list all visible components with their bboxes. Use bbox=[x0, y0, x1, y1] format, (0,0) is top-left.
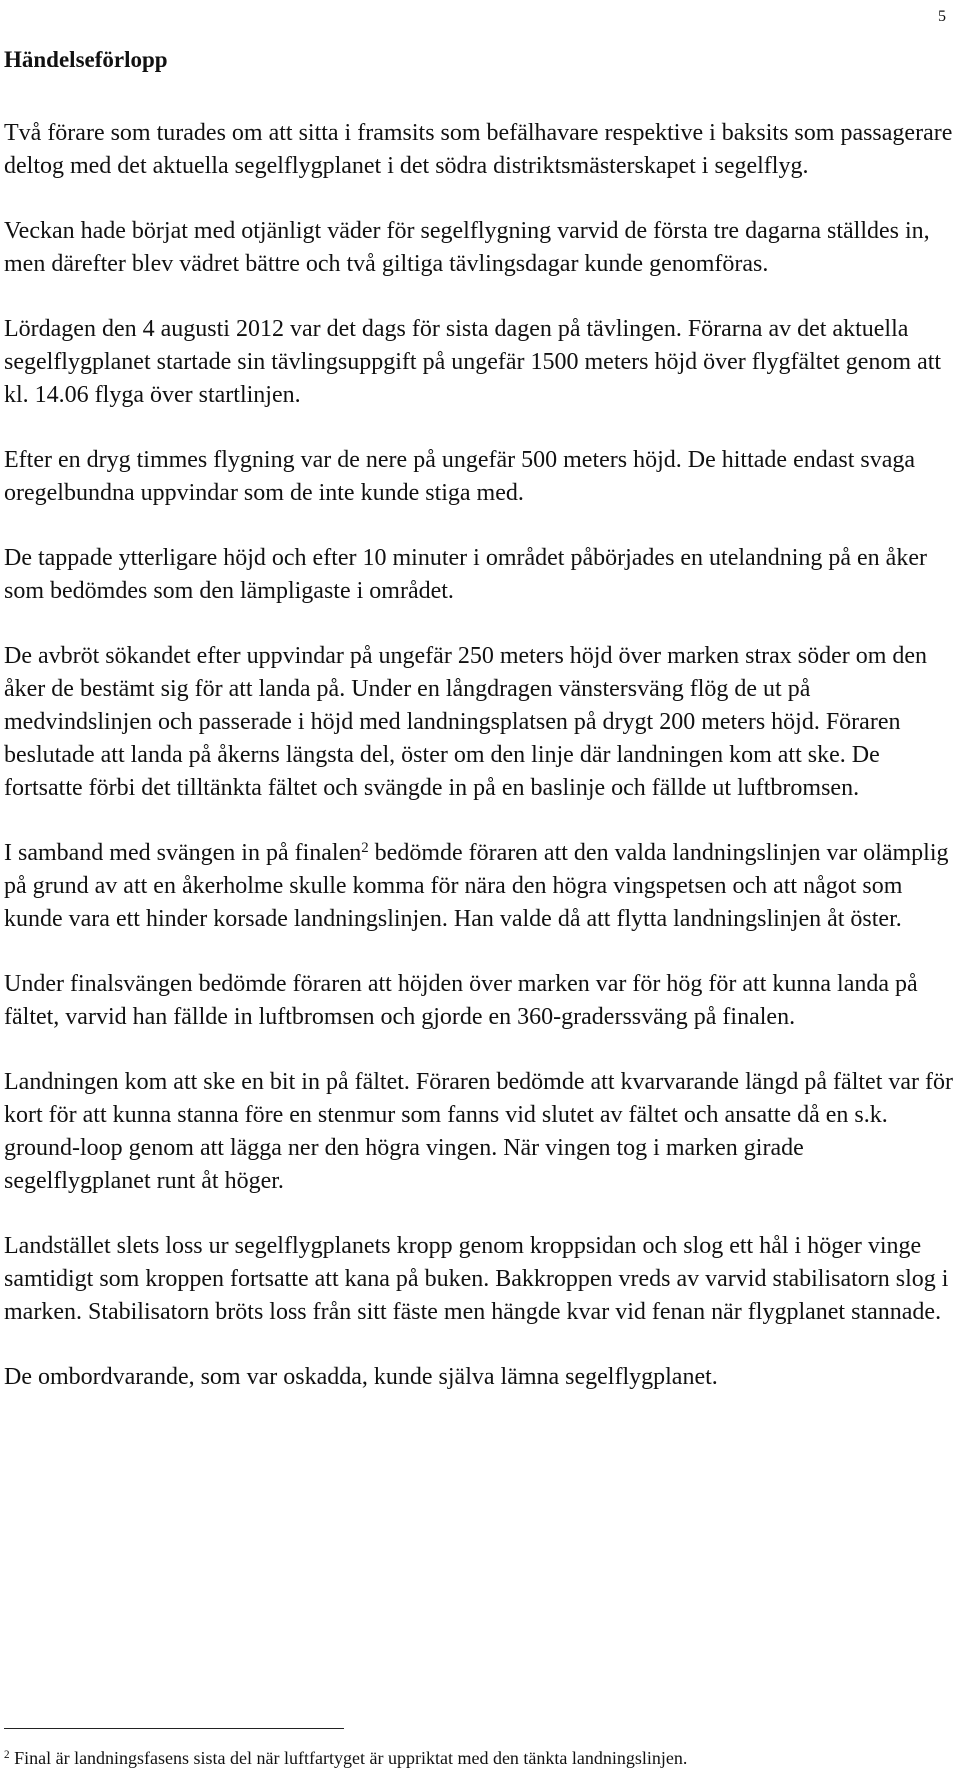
footnote bbox=[4, 1746, 687, 1770]
paragraph-6: De avbröt sökandet efter uppvindar på ungefär 250 meters höjd över marken strax söder om den åker de bestämt sig för att landa på. Under en långdragen vänstersväng flög de ut på medvindslinjen och passerade i höjd med landningsplatsen på drygt 200 meters höjd. Föraren beslutade att landa på åkerns längsta del, öster om den linje där landningen kom att ske. De fortsatte förbi det tilltänkta fältet och svängde in på en baslinje och fällde ut luftbromsen. bbox=[4, 643, 928, 801]
footnote-text: Final är landningsfasens sista del när luftfartyget är uppriktat med den tänkta landningslinjen. bbox=[9, 1748, 688, 1768]
paragraph-9: Landningen kom att ske en bit in på fältet. Föraren bedömde att kvarvarande längd på fältet var för kort för att kunna stanna före en stenmur som fanns vid slutet av fältet och ansatte då en s.k. ground-loop genom att lägga ner den högra vingen. När vingen tog i marken girade segelflygplanet runt åt höger. bbox=[4, 1069, 953, 1194]
paragraph-4: Efter en dryg timmes flygning var de nere på ungefär 500 meters höjd. De hittade endast svaga oregelbundna uppvindar som de inte kunde stiga med. bbox=[4, 447, 916, 506]
footnote-reference: 2 bbox=[361, 839, 369, 856]
paragraph-5: De tappade ytterligare höjd och efter 10 minuter i området påbörjades en utelandning på en åker som bedömdes som den lämpligaste i området. bbox=[4, 545, 927, 604]
paragraph-7-text-after: bedömde föraren att den valda landningslinjen var olämplig på grund av att en åkerholme skulle komma för nära den högra vingspetsen och att något som kunde vara ett hinder korsade landningslinjen. Han valde då att flytta landningslinjen åt öster. bbox=[4, 840, 949, 932]
paragraph-7 bbox=[4, 837, 956, 936]
footnote-divider bbox=[4, 1728, 344, 1729]
paragraph-10: Landstället slets loss ur segelflygplanets kropp genom kroppsidan och slog ett hål i höger vinge samtidigt som kroppen fortsatte att kana på buken. Bakkroppen vreds av varvid stabilisatorn slog i marken. Stabilisatorn bröts loss från sitt fäste men hängde kvar vid fenan när flygplanet stannade. bbox=[4, 1233, 949, 1325]
page-number: 5 bbox=[938, 8, 946, 25]
section-heading: Händelseförlopp bbox=[4, 47, 168, 72]
paragraph-11: De ombordvarande, som var oskadda, kunde själva lämna segelflygplanet. bbox=[4, 1364, 718, 1390]
body-text bbox=[4, 117, 956, 1426]
paragraph-7-text-before: I samband med svängen in på finalen bbox=[4, 840, 362, 866]
paragraph-8: Under finalsvängen bedömde föraren att höjden över marken var för hög för att kunna landa på fältet, varvid han fällde in luftbromsen och gjorde en 360-graderssväng på finalen. bbox=[4, 971, 918, 1030]
paragraph-2: Veckan hade börjat med otjänligt väder för segelflygning varvid de första tre dagarna ställdes in, men därefter blev vädret bättre och två giltiga tävlingsdagar kunde genomföras. bbox=[4, 218, 930, 277]
footnote-marker: 2 bbox=[4, 1748, 10, 1761]
paragraph-3: Lördagen den 4 augusti 2012 var det dags för sista dagen på tävlingen. Förarna av det aktuella segelflygplanet startade sin tävlingsuppgift på ungefär 1500 meters höjd över flygfältet genom att kl. 14.06 flyga över startlinjen. bbox=[4, 316, 942, 408]
paragraph-1: Två förare som turades om att sitta i framsits som befälhavare respektive i baksits som passagerare deltog med det aktuella segelflygplanet i det södra distriktsmästerskapet i segelflyg. bbox=[4, 120, 953, 179]
